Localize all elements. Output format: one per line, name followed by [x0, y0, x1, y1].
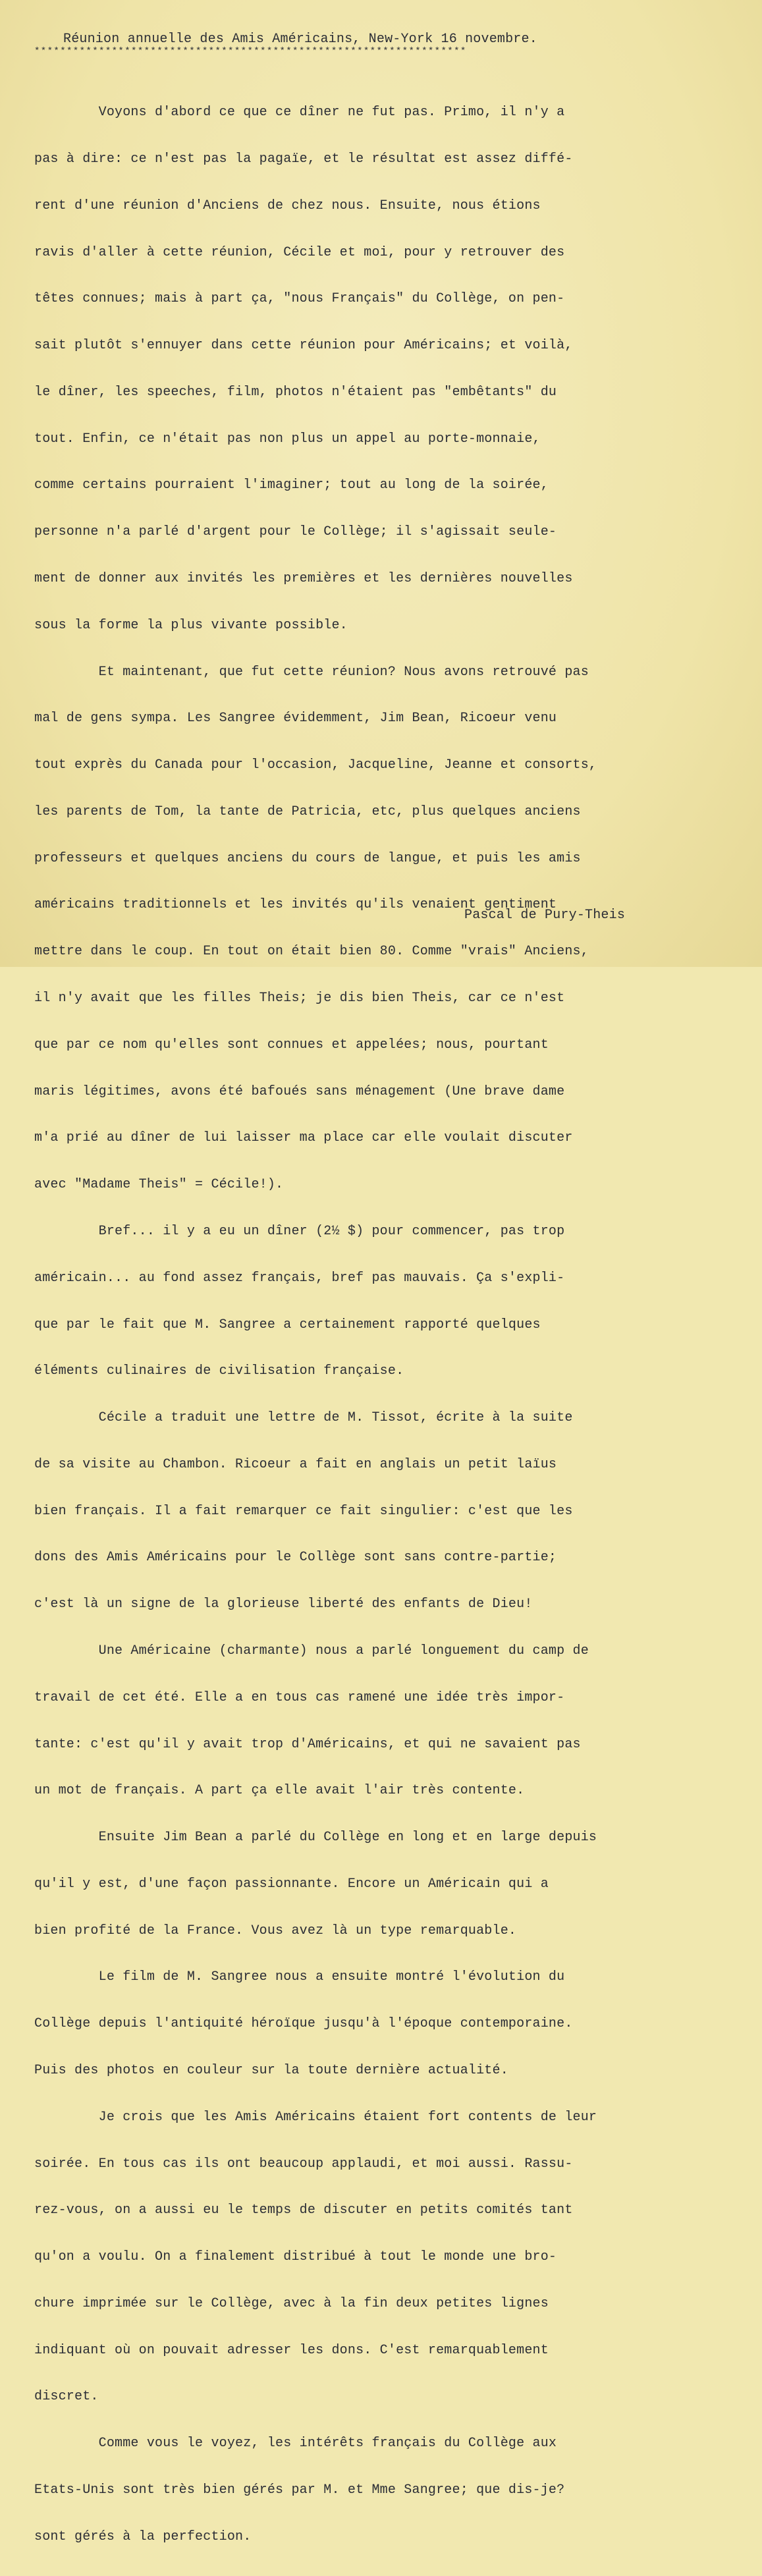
- body-line: indiquant où on pouvait adresser les dons. C'est remarquablement: [34, 2342, 549, 2358]
- body-line: avec "Madame Theis" = Cécile!).: [34, 1177, 284, 1193]
- body-line: que par ce nom qu'elles sont connues et appelées; nous, pourtant: [34, 1037, 549, 1053]
- body-line: bien français. Il a fait remarquer ce fait singulier: c'est que les: [34, 1503, 573, 1519]
- body-line: tout. Enfin, ce n'était pas non plus un appel au porte-monnaie,: [34, 431, 541, 447]
- body-line: sont gérés à la perfection.: [34, 2529, 252, 2544]
- body-line: mettre dans le coup. En tout on était bien 80. Comme "vrais" Anciens,: [34, 944, 589, 960]
- body-line: Collège depuis l'antiquité héroïque jusqu'à l'époque contemporaine.: [34, 2016, 573, 2032]
- body-line: Etats-Unis sont très bien gérés par M. et Mme Sangree; que dis-je?: [34, 2482, 565, 2498]
- body-line: éléments culinaires de civilisation française.: [34, 1363, 404, 1379]
- body-line: sait plutôt s'ennuyer dans cette réunion pour Américains; et voilà,: [34, 338, 573, 354]
- body-line: Bref... il y a eu un dîner (2½ $) pour commencer, pas trop: [34, 1223, 565, 1239]
- body-line: Une Américaine (charmante) nous a parlé longuement du camp de: [34, 1643, 589, 1658]
- body-line: dons des Amis Américains pour le Collège sont sans contre-partie;: [34, 1550, 557, 1566]
- body-line: Je crois que les Amis Américains étaient fort contents de leur: [34, 2109, 597, 2125]
- body-line: il n'y avait que les filles Theis; je dis bien Theis, car ce n'est: [34, 991, 565, 1006]
- body-line: tante: c'est qu'il y avait trop d'Américains, et qui ne savaient pas: [34, 1736, 581, 1752]
- body-line: professeurs et quelques anciens du cours de langue, et puis les amis: [34, 850, 581, 866]
- body-line: qu'on a voulu. On a finalement distribué à tout le monde une bro-: [34, 2249, 557, 2265]
- body-line: sous la forme la plus vivante possible.: [34, 617, 348, 633]
- body-line: mal de gens sympa. Les Sangree évidemment, Jim Bean, Ricoeur venu: [34, 711, 557, 726]
- body-line: le dîner, les speeches, film, photos n'étaient pas "embêtants" du: [34, 384, 557, 400]
- body-line: bien profité de la France. Vous avez là un type remarquable.: [34, 1923, 517, 1938]
- body-line: un mot de français. A part ça elle avait l'air très contente.: [34, 1783, 525, 1799]
- body-line: qu'il y est, d'une façon passionnante. Encore un Américain qui a: [34, 1876, 549, 1892]
- body-line: personne n'a parlé d'argent pour le Collège; il s'agissait seule-: [34, 524, 557, 540]
- body-line: comme certains pourraient l'imaginer; tout au long de la soirée,: [34, 478, 549, 493]
- body-line: Puis des photos en couleur sur la toute dernière actualité.: [34, 2063, 508, 2078]
- body-line: les parents de Tom, la tante de Patricia, etc, plus quelques anciens: [34, 804, 581, 819]
- body-line: pas à dire: ce n'est pas la pagaïe, et le résultat est assez diffé-: [34, 151, 573, 167]
- body-line: ment de donner aux invités les premières et les dernières nouvelles: [34, 571, 573, 586]
- letter-body: [34, 74, 597, 2576]
- body-line: rez-vous, on a aussi eu le temps de discuter en petits comités tant: [34, 2203, 573, 2218]
- body-line: américains traditionnels et les invités qu'ils venaient gentiment: [34, 897, 557, 913]
- signature: Pascal de Pury-Theis: [464, 908, 626, 923]
- body-line: têtes connues; mais à part ça, "nous Français" du Collège, on pen-: [34, 291, 565, 307]
- body-line: américain... au fond assez français, bref pas mauvais. Ça s'expli-: [34, 1270, 565, 1286]
- asterisk-separator: *******************************************************************: [34, 46, 467, 57]
- body-line: tout exprès du Canada pour l'occasion, Jacqueline, Jeanne et consorts,: [34, 757, 597, 773]
- body-line: travail de cet été. Elle a en tous cas ramené une idée très impor-: [34, 1689, 565, 1705]
- body-line: c'est là un signe de la glorieuse liberté des enfants de Dieu!: [34, 1597, 533, 1612]
- body-line: Cécile a traduit une lettre de M. Tissot, écrite à la suite: [34, 1410, 573, 1426]
- body-line: chure imprimée sur le Collège, avec à la fin deux petites lignes: [34, 2295, 549, 2311]
- body-line: Et maintenant, que fut cette réunion? Nous avons retrouvé pas: [34, 664, 589, 680]
- body-line: de sa visite au Chambon. Ricoeur a fait en anglais un petit laïus: [34, 1456, 557, 1472]
- body-line: maris légitimes, avons été bafoués sans ménagement (Une brave dame: [34, 1083, 565, 1099]
- body-line: discret.: [34, 2389, 99, 2405]
- body-line: ravis d'aller à cette réunion, Cécile et moi, pour y retrouver des: [34, 244, 565, 260]
- body-line: soirée. En tous cas ils ont beaucoup applaudi, et moi aussi. Rassu-: [34, 2156, 573, 2172]
- body-line: Ensuite Jim Bean a parlé du Collège en long et en large depuis: [34, 1830, 597, 1846]
- body-line: Le film de M. Sangree nous a ensuite montré l'évolution du: [34, 1969, 565, 1985]
- body-line: Voyons d'abord ce que ce dîner ne fut pas. Primo, il n'y a: [34, 105, 565, 121]
- body-line: rent d'une réunion d'Anciens de chez nous. Ensuite, nous étions: [34, 198, 541, 213]
- body-line: que par le fait que M. Sangree a certainement rapporté quelques: [34, 1317, 541, 1332]
- body-line: Comme vous le voyez, les intérêts français du Collège aux: [34, 2436, 557, 2452]
- body-line: m'a prié au dîner de lui laisser ma place car elle voulait discuter: [34, 1130, 573, 1146]
- letter-title: Réunion annuelle des Amis Américains, New-York 16 novembre.: [63, 32, 537, 47]
